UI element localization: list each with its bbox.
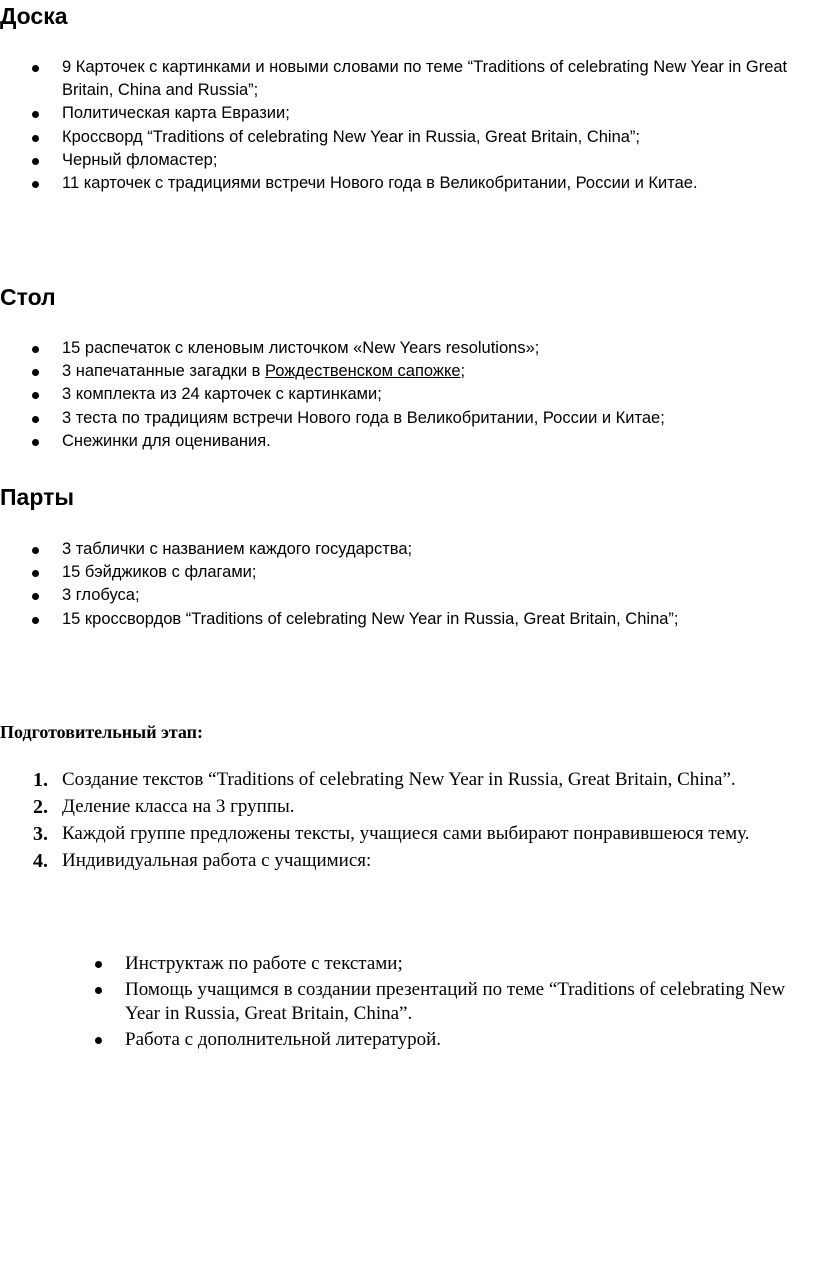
bullet-icon (32, 158, 39, 165)
list-item: 3 напечатанные загадки в Рождественском сапожке; (0, 360, 800, 383)
list-item: Политическая карта Евразии; (0, 102, 800, 125)
list-item: Помощь учащимся в создании презентаций по теме “Traditions of celebrating New Year in Russia, Great Britain, China”. (0, 978, 816, 1026)
bullet-icon (32, 65, 39, 72)
step-item: 3. Каждой группе предложены тексты, учащиеся сами выбирают понравившеюся тему. (33, 823, 750, 845)
section-heading-party: Парты (0, 484, 74, 510)
bullet-icon (95, 1037, 102, 1044)
step-number: 1. (33, 769, 48, 791)
list-item: 3 комплекта из 24 карточек с картинками; (0, 383, 800, 406)
step-item: 1. Создание текстов “Traditions of celebrating New Year in Russia, Great Britain, China”. (33, 769, 736, 791)
bullet-icon (32, 416, 39, 423)
doska-list (0, 56, 800, 195)
bullet-icon (32, 617, 39, 624)
individual-work-list (0, 952, 816, 1054)
bullet-icon (32, 570, 39, 577)
bullet-icon (32, 181, 39, 188)
list-item: 15 бэйджиков с флагами; (0, 561, 800, 584)
list-item: Снежинки для оценивания. (0, 430, 800, 453)
party-list (0, 538, 800, 631)
step-item: 2. Деление класса на 3 группы. (33, 796, 295, 818)
bullet-icon (32, 369, 39, 376)
list-item: 11 карточек с традициями встречи Нового года в Великобритании, России и Китае. (0, 172, 800, 195)
list-item: 15 распечаток с кленовым листочком «New Years resolutions»; (0, 337, 800, 360)
list-item: Инструктаж по работе с текстами; (0, 952, 816, 976)
preparatory-heading: Подготовительный этап: (0, 722, 204, 742)
list-item: Кроссворд “Traditions of celebrating New Year in Russia, Great Britain, China”; (0, 126, 800, 149)
bullet-icon (95, 987, 102, 994)
list-item: 3 глобуса; (0, 584, 800, 607)
bullet-icon (32, 111, 39, 118)
preparatory-steps (0, 768, 790, 876)
step-number: 2. (33, 796, 48, 818)
bullet-icon (32, 547, 39, 554)
section-heading-doska: Доска (0, 3, 68, 29)
bullet-icon (32, 135, 39, 142)
underlined-phrase: Рождественском сапожке (265, 362, 461, 381)
step-number: 3. (33, 823, 48, 845)
section-heading-stol: Стол (0, 284, 56, 310)
step-item: 4. Индивидуальная работа с учащимися: (33, 850, 372, 872)
bullet-icon (32, 346, 39, 353)
bullet-icon (32, 392, 39, 399)
list-item: 9 Карточек с картинками и новыми словами по теме “Traditions of celebrating New Year in Great Britain, China and Russia”; (0, 56, 800, 102)
bullet-icon (32, 439, 39, 446)
list-item: Работа с дополнительной литературой. (0, 1028, 816, 1052)
bullet-icon (32, 593, 39, 600)
list-item: 15 кроссвордов “Traditions of celebrating New Year in Russia, Great Britain, China”; (0, 608, 800, 631)
list-item: Черный фломастер; (0, 149, 800, 172)
list-item: 3 теста по традициям встречи Нового года в Великобритании, России и Китае; (0, 407, 800, 430)
step-number: 4. (33, 850, 48, 872)
bullet-icon (95, 961, 102, 968)
list-item: 3 таблички с названием каждого государства; (0, 538, 800, 561)
stol-list (0, 337, 800, 453)
